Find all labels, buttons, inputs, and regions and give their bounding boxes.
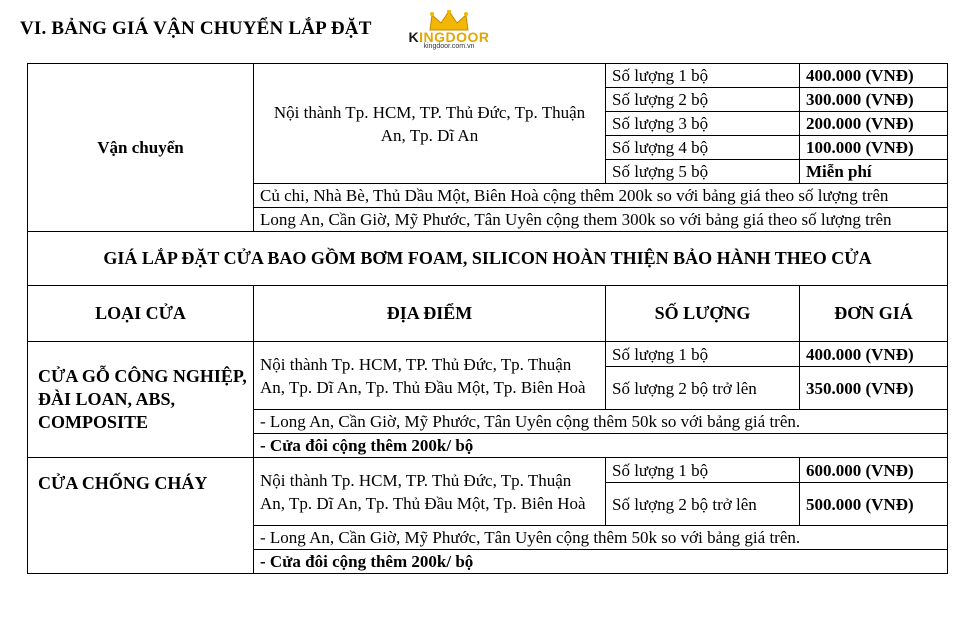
door1-qty-2: Số lượng 2 bộ trở lên bbox=[606, 367, 800, 410]
door-type-1: CỬA GỖ CÔNG NGHIỆP, ĐÀI LOAN, ABS, COMPOSITE bbox=[28, 342, 254, 458]
door2-qty-1: Số lượng 1 bộ bbox=[606, 458, 800, 483]
page-heading: VI. BẢNG GIÁ VẬN CHUYỂN LẮP ĐẶT bbox=[20, 18, 372, 39]
transport-price-3: 200.000 (VNĐ) bbox=[800, 112, 948, 136]
transport-price-5: Miễn phí bbox=[800, 160, 948, 184]
logo-brand: KINGDOOR bbox=[408, 29, 490, 45]
transport-label: Vận chuyển bbox=[28, 64, 254, 232]
logo-site: kingdoor.com.vn bbox=[423, 43, 475, 50]
transport-qty-4: Số lượng 4 bộ bbox=[606, 136, 800, 160]
header-type: LOẠI CỬA bbox=[28, 286, 254, 342]
header-price: ĐƠN GIÁ bbox=[800, 286, 948, 342]
table-row bbox=[28, 458, 948, 483]
kingdoor-logo bbox=[408, 10, 490, 50]
transport-qty-5: Số lượng 5 bộ bbox=[606, 160, 800, 184]
door2-note: - Long An, Cần Giờ, Mỹ Phước, Tân Uyên cộng thêm 50k so với bảng giá trên. bbox=[254, 526, 948, 550]
transport-note-1: Củ chi, Nhà Bè, Thủ Dầu Một, Biên Hoà cộng thêm 200k so với bảng giá theo số lượng trên bbox=[254, 184, 948, 208]
table-row bbox=[28, 64, 948, 88]
header-location: ĐỊA ĐIỂM bbox=[254, 286, 606, 342]
door1-price-2: 350.000 (VNĐ) bbox=[800, 367, 948, 410]
transport-price-2: 300.000 (VNĐ) bbox=[800, 88, 948, 112]
transport-area: Nội thành Tp. HCM, TP. Thủ Đức, Tp. Thuận An, Tp. Dĩ An bbox=[254, 64, 606, 184]
transport-qty-1: Số lượng 1 bộ bbox=[606, 64, 800, 88]
door1-qty-1: Số lượng 1 bộ bbox=[606, 342, 800, 367]
transport-price-4: 100.000 (VNĐ) bbox=[800, 136, 948, 160]
header-qty: SỐ LƯỢNG bbox=[606, 286, 800, 342]
transport-qty-2: Số lượng 2 bộ bbox=[606, 88, 800, 112]
table-row bbox=[28, 342, 948, 367]
transport-price-1: 400.000 (VNĐ) bbox=[800, 64, 948, 88]
door2-qty-2: Số lượng 2 bộ trở lên bbox=[606, 483, 800, 526]
door2-double: - Cửa đôi cộng thêm 200k/ bộ bbox=[254, 550, 948, 574]
door1-double: - Cửa đôi cộng thêm 200k/ bộ bbox=[254, 434, 948, 458]
door-type-2: CỬA CHỐNG CHÁY bbox=[28, 458, 254, 574]
table-row bbox=[28, 232, 948, 286]
table-row bbox=[28, 286, 948, 342]
transport-note-2: Long An, Cần Giờ, Mỹ Phước, Tân Uyên cộng them 300k so với bảng giá theo số lượng trên bbox=[254, 208, 948, 232]
door2-price-1: 600.000 (VNĐ) bbox=[800, 458, 948, 483]
door2-price-2: 500.000 (VNĐ) bbox=[800, 483, 948, 526]
door1-note: - Long An, Cần Giờ, Mỹ Phước, Tân Uyên cộng thêm 50k so với bảng giá trên. bbox=[254, 410, 948, 434]
transport-qty-3: Số lượng 3 bộ bbox=[606, 112, 800, 136]
door1-price-1: 400.000 (VNĐ) bbox=[800, 342, 948, 367]
install-title: GIÁ LẮP ĐẶT CỬA BAO GỒM BƠM FOAM, SILICON HOÀN THIỆN BẢO HÀNH THEO CỬA bbox=[28, 232, 948, 286]
door-area-1: Nội thành Tp. HCM, TP. Thủ Đức, Tp. Thuận An, Tp. Dĩ An, Tp. Thủ Đầu Một, Tp. Biên Hoà bbox=[254, 342, 606, 410]
door-area-2: Nội thành Tp. HCM, TP. Thủ Đức, Tp. Thuận An, Tp. Dĩ An, Tp. Thủ Đầu Một, Tp. Biên Hoà bbox=[254, 458, 606, 526]
price-table bbox=[27, 63, 948, 574]
